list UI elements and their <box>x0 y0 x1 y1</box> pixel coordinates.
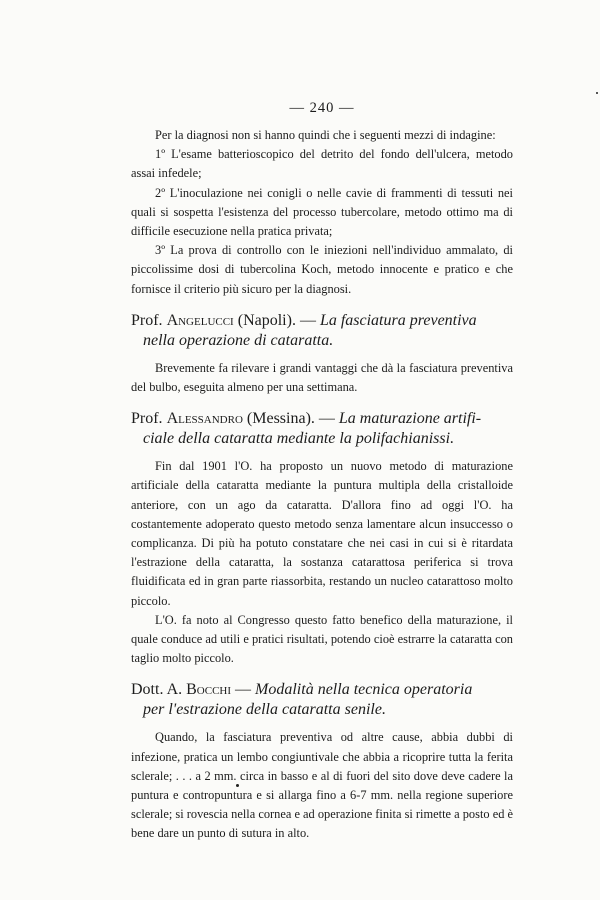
section-paragraph: Quando, la fasciatura preventiva od altre cause, abbia dubbi di infezione, pratica un lembo congiuntivale che abbia a ricoprire tutta la ferita sclerale; . . . a 2 mm. circa in basso e al di fuori del sito dove deve cadere la puntura e contropuntura e si allarga fino a 6-7 mm. nella regione superiore sclerale; si rovescia nella cornea e ad operazione finita si rimette a posto ed è bene dare un punto di sutura in alto. <box>131 730 513 841</box>
section-heading-angelucci <box>131 311 513 351</box>
intro-item-3: 3º La prova di controllo con le iniezioni nell'individuo ammalato, di piccolissime dosi di tubercolina Koch, metodo innocente e pratico e che fornisce il criterio più sicuro per la diagnosi. <box>131 243 513 296</box>
intro-item-1: 1º L'esame batterioscopico del detrito del fondo dell'ulcera, metodo assai infedele; <box>131 147 513 181</box>
author-place: — <box>235 681 252 699</box>
author-place: (Napoli). — <box>237 311 316 329</box>
section-title-line2: nella operazione di cataratta. <box>143 331 334 349</box>
section-title-line2: per l'estrazione della cataratta senile. <box>143 701 386 719</box>
section-title-line1: Modalità nella tecnica operatoria <box>255 681 473 699</box>
section-heading-bocchi <box>131 680 513 720</box>
author-name: Alessandro <box>166 410 243 428</box>
section-paragraph: L'O. fa noto al Congresso questo fatto benefico della maturazione, il quale conduce ad utili e pratici risultati, potendo cioè estrarre la cataratta con taglio molto piccolo. <box>131 612 513 666</box>
section-paragraph: Brevemente fa rilevare i grandi vantaggi che dà la fasciatura preventiva del bulbo, eseguita almeno per una settimana. <box>131 360 513 395</box>
section-title-line1: La maturazione artifi- <box>338 410 482 428</box>
intro-item-2: 2º L'inoculazione nei conigli o nelle cavie di frammenti di tessuti nei quali si sospetta l'esistenza del processo tubercolare, metodo ottimo ma di difficile esecuzione nella pratica privata; <box>131 185 513 239</box>
section-paragraph: Fin dal 1901 l'O. ha proposto un nuovo metodo di maturazione artificiale della cataratta mediante la puntura multipla della cristalloide anteriore, con un ago da cataratta. D'allora fino ad oggi l'O. ha costantemente adoperato questo metodo senza lamentare alcun insuccesso o complicanza. Di più ha potuto constatare che nei casi in cui si è ritardata l'estrazione della cataratta, la sostanza catarattosa periferica si trova fluidificata ed in gran parte riassorbita, restando un nucleo catarattoso molto piccolo. <box>131 459 513 608</box>
heading-prefix: Prof. <box>131 410 163 428</box>
heading-prefix: Dott. A. <box>131 681 183 699</box>
section-heading-alessandro <box>131 409 513 449</box>
ink-speck <box>596 92 598 94</box>
ink-speck <box>236 784 239 787</box>
section-title-line1: La fasciatura preventiva <box>319 311 477 329</box>
author-place: (Messina). — <box>246 410 335 428</box>
author-name: Bocchi <box>186 681 232 699</box>
document-page <box>131 100 513 844</box>
intro-lead: Per la diagnosi non si hanno quindi che i seguenti mezzi di indagine: <box>155 128 496 142</box>
section-title-line2: ciale della cataratta mediante la polifachianissi. <box>143 430 455 448</box>
heading-prefix: Prof. <box>131 311 163 329</box>
author-name: Angelucci <box>166 311 234 329</box>
page-number: — 240 — <box>289 100 355 116</box>
